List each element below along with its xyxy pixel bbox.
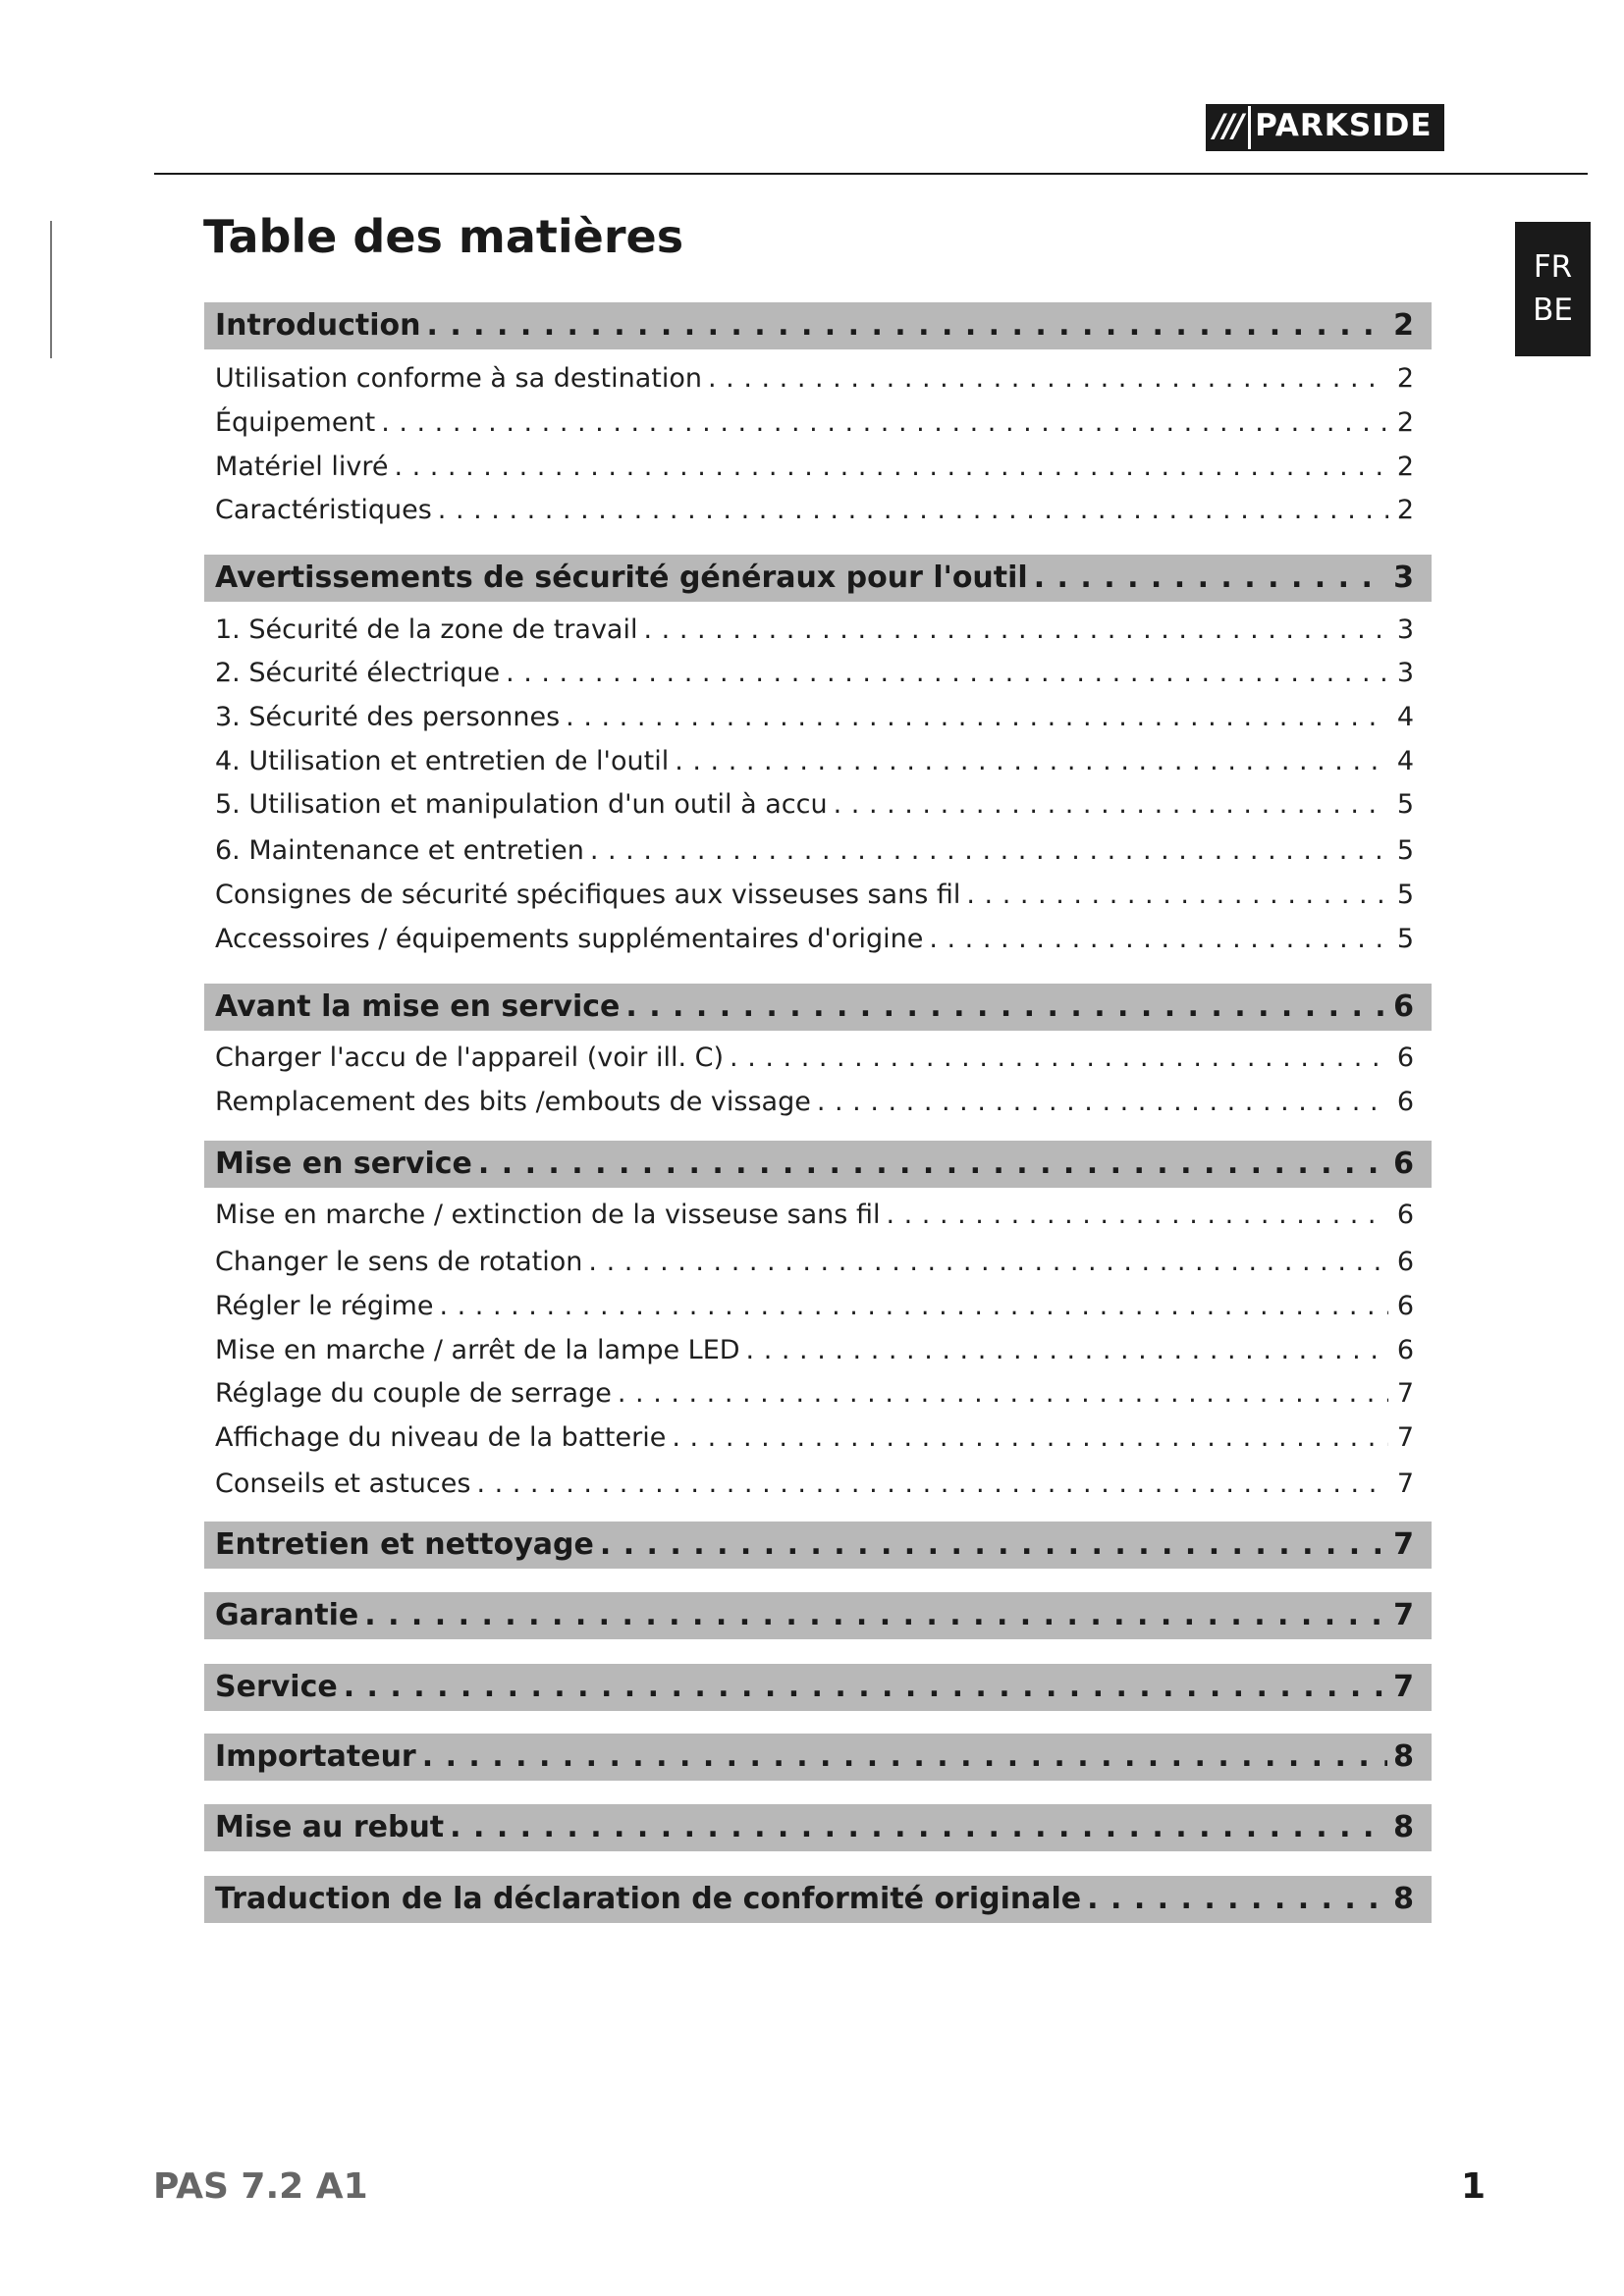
toc-page-number: 8 (1393, 1810, 1414, 1844)
toc-page-number: 6 (1396, 1200, 1414, 1230)
toc-entry-title: Réglage du couple de serrage (215, 1378, 612, 1409)
toc-entry[interactable] (204, 359, 1432, 399)
toc-leader-dots (708, 359, 1388, 399)
toc-leader-dots (966, 876, 1388, 915)
toc-leader-dots (476, 1465, 1388, 1504)
toc-page-number: 8 (1393, 1882, 1414, 1916)
toc-page-number: 7 (1393, 1527, 1414, 1562)
toc-page-number: 3 (1396, 614, 1414, 645)
toc-leader-dots (625, 984, 1387, 1031)
toc-entry-title: 2. Sécurité électrique (215, 658, 501, 688)
toc-section-heading[interactable] (204, 1876, 1432, 1923)
toc-entry-title: Avertissements de sécurité généraux pour l'outil (215, 561, 1028, 595)
language-tab (1515, 222, 1591, 356)
toc-section-heading[interactable] (204, 1804, 1432, 1851)
toc-page-number: 2 (1396, 452, 1414, 482)
toc-page-number: 8 (1393, 1739, 1414, 1774)
toc-entry-title: Caractéristiques (215, 495, 432, 525)
toc-entry-title: Utilisation conforme à sa destination (215, 363, 702, 394)
margin-mark (50, 221, 52, 358)
brand-logo (1206, 104, 1444, 151)
toc-page-number: 3 (1393, 561, 1414, 595)
toc-entry[interactable] (204, 1243, 1432, 1282)
toc-entry-title: 3. Sécurité des personnes (215, 702, 561, 732)
toc-section-heading[interactable] (204, 984, 1432, 1031)
toc-entry[interactable] (204, 1465, 1432, 1504)
toc-entry[interactable] (204, 611, 1432, 650)
toc-entry-title: Importateur (215, 1739, 416, 1774)
toc-entry-title: Consignes de sécurité spécifiques aux visseuses sans fil (215, 880, 961, 910)
toc-page-number: 5 (1396, 880, 1414, 910)
header-rule (154, 173, 1588, 175)
toc-entry[interactable] (204, 785, 1432, 825)
toc-leader-dots (929, 920, 1388, 959)
toc-entry[interactable] (204, 403, 1432, 443)
toc-leader-dots (450, 1804, 1387, 1851)
toc-page-number: 6 (1396, 1042, 1414, 1073)
toc-leader-dots (381, 403, 1388, 443)
toc-entry-title: Traduction de la déclaration de conformité originale (215, 1882, 1082, 1916)
toc-section-heading[interactable] (204, 1522, 1432, 1569)
footer-model-name: PAS 7.2 A1 (153, 2166, 368, 2207)
toc-page-number: 5 (1396, 789, 1414, 820)
toc-entry-title: 4. Utilisation et entretien de l'outil (215, 746, 670, 776)
toc-leader-dots (600, 1522, 1387, 1569)
toc-entry[interactable] (204, 1331, 1432, 1370)
toc-page-number: 6 (1396, 1335, 1414, 1365)
toc-entry-title: Introduction (215, 308, 421, 343)
toc-entry-title: 5. Utilisation et manipulation d'un outil à accu (215, 789, 828, 820)
toc-entry[interactable] (204, 1418, 1432, 1458)
toc-page-number: 6 (1396, 1087, 1414, 1117)
toc-leader-dots (675, 742, 1388, 781)
toc-leader-dots (364, 1592, 1387, 1639)
toc-entry[interactable] (204, 1039, 1432, 1078)
page-title: Table des matières (203, 210, 684, 263)
toc-section-heading[interactable] (204, 555, 1432, 602)
toc-entry-title: 6. Maintenance et entretien (215, 835, 584, 866)
brand-logo-name: PARKSIDE (1248, 106, 1442, 149)
toc-section-heading[interactable] (204, 1664, 1432, 1711)
toc-leader-dots (643, 611, 1388, 650)
toc-entry-title: Remplacement des bits /embouts de vissage (215, 1087, 811, 1117)
toc-page-number: 7 (1396, 1422, 1414, 1453)
toc-entry[interactable] (204, 1196, 1432, 1235)
toc-entry-title: Mise en marche / arrêt de la lampe LED (215, 1335, 740, 1365)
toc-leader-dots (746, 1331, 1388, 1370)
toc-leader-dots (506, 654, 1388, 693)
toc-section-heading[interactable] (204, 1734, 1432, 1781)
toc-leader-dots (834, 785, 1388, 825)
toc-section-heading[interactable] (204, 1592, 1432, 1639)
toc-page-number: 6 (1396, 1291, 1414, 1321)
toc-entry-title: Mise en marche / extinction de la visseuse sans fil (215, 1200, 881, 1230)
toc-page-number: 5 (1396, 835, 1414, 866)
toc-leader-dots (478, 1141, 1387, 1188)
toc-entry-title: 1. Sécurité de la zone de travail (215, 614, 638, 645)
toc-entry-title: Mise au rebut (215, 1810, 445, 1844)
toc-page-number: 2 (1393, 308, 1414, 343)
toc-entry-title: Changer le sens de rotation (215, 1247, 583, 1277)
toc-page-number: 7 (1396, 1378, 1414, 1409)
toc-entry-title: Équipement (215, 407, 376, 438)
toc-leader-dots (394, 448, 1388, 487)
toc-entry-title: Entretien et nettoyage (215, 1527, 594, 1562)
toc-entry-title: Régler le régime (215, 1291, 434, 1321)
toc-page-number: 2 (1396, 363, 1414, 394)
toc-entry-title: Affichage du niveau de la batterie (215, 1422, 667, 1453)
toc-leader-dots (588, 1243, 1388, 1282)
toc-entry[interactable] (204, 920, 1432, 959)
language-code-fr: FR (1533, 249, 1573, 285)
toc-leader-dots (672, 1418, 1388, 1458)
toc-entry[interactable] (204, 831, 1432, 871)
toc-leader-dots (886, 1196, 1388, 1235)
toc-leader-dots (817, 1083, 1388, 1122)
toc-entry-title: Garantie (215, 1598, 359, 1632)
toc-leader-dots (590, 831, 1388, 871)
toc-leader-dots (618, 1374, 1388, 1414)
toc-leader-dots (1034, 555, 1387, 602)
toc-entry-title: Avant la mise en service (215, 989, 621, 1024)
toc-page-number: 3 (1396, 658, 1414, 688)
toc-entry[interactable] (204, 1374, 1432, 1414)
toc-page-number: 6 (1393, 989, 1414, 1024)
toc-section-heading[interactable] (204, 1141, 1432, 1188)
toc-entry[interactable] (204, 1287, 1432, 1326)
toc-entry[interactable] (204, 1083, 1432, 1122)
toc-page-number: 2 (1396, 407, 1414, 438)
toc-entry[interactable] (204, 654, 1432, 693)
toc-leader-dots (422, 1734, 1387, 1781)
toc-entry[interactable] (204, 491, 1432, 530)
toc-entry-title: Conseils et astuces (215, 1468, 471, 1499)
toc-entry-title: Charger l'accu de l'appareil (voir ill. C) (215, 1042, 725, 1073)
toc-leader-dots (730, 1039, 1388, 1078)
footer-page-number: 1 (1461, 2166, 1487, 2207)
toc-leader-dots (1087, 1876, 1387, 1923)
toc-page-number: 2 (1396, 495, 1414, 525)
toc-entry[interactable] (204, 698, 1432, 737)
toc-entry[interactable] (204, 876, 1432, 915)
toc-leader-dots (426, 302, 1387, 349)
toc-page-number: 6 (1393, 1147, 1414, 1181)
toc-leader-dots (438, 491, 1388, 530)
toc-leader-dots (439, 1287, 1388, 1326)
toc-leader-dots (566, 698, 1388, 737)
toc-leader-dots (344, 1664, 1387, 1711)
toc-entry-title: Service (215, 1670, 338, 1704)
language-code-be: BE (1533, 293, 1573, 328)
toc-page-number: 4 (1396, 702, 1414, 732)
toc-entry-title: Mise en service (215, 1147, 472, 1181)
toc-entry[interactable] (204, 742, 1432, 781)
toc-page-number: 5 (1396, 924, 1414, 954)
toc-entry-title: Matériel livré (215, 452, 389, 482)
toc-page-number: 4 (1396, 746, 1414, 776)
toc-section-heading[interactable] (204, 302, 1432, 349)
toc-page-number: 7 (1393, 1598, 1414, 1632)
brand-logo-slashes: /// (1214, 107, 1243, 144)
toc-entry-title: Accessoires / équipements supplémentaires d'origine (215, 924, 924, 954)
toc-page-number: 7 (1396, 1468, 1414, 1499)
toc-page-number: 6 (1396, 1247, 1414, 1277)
toc-entry[interactable] (204, 448, 1432, 487)
toc-page-number: 7 (1393, 1670, 1414, 1704)
